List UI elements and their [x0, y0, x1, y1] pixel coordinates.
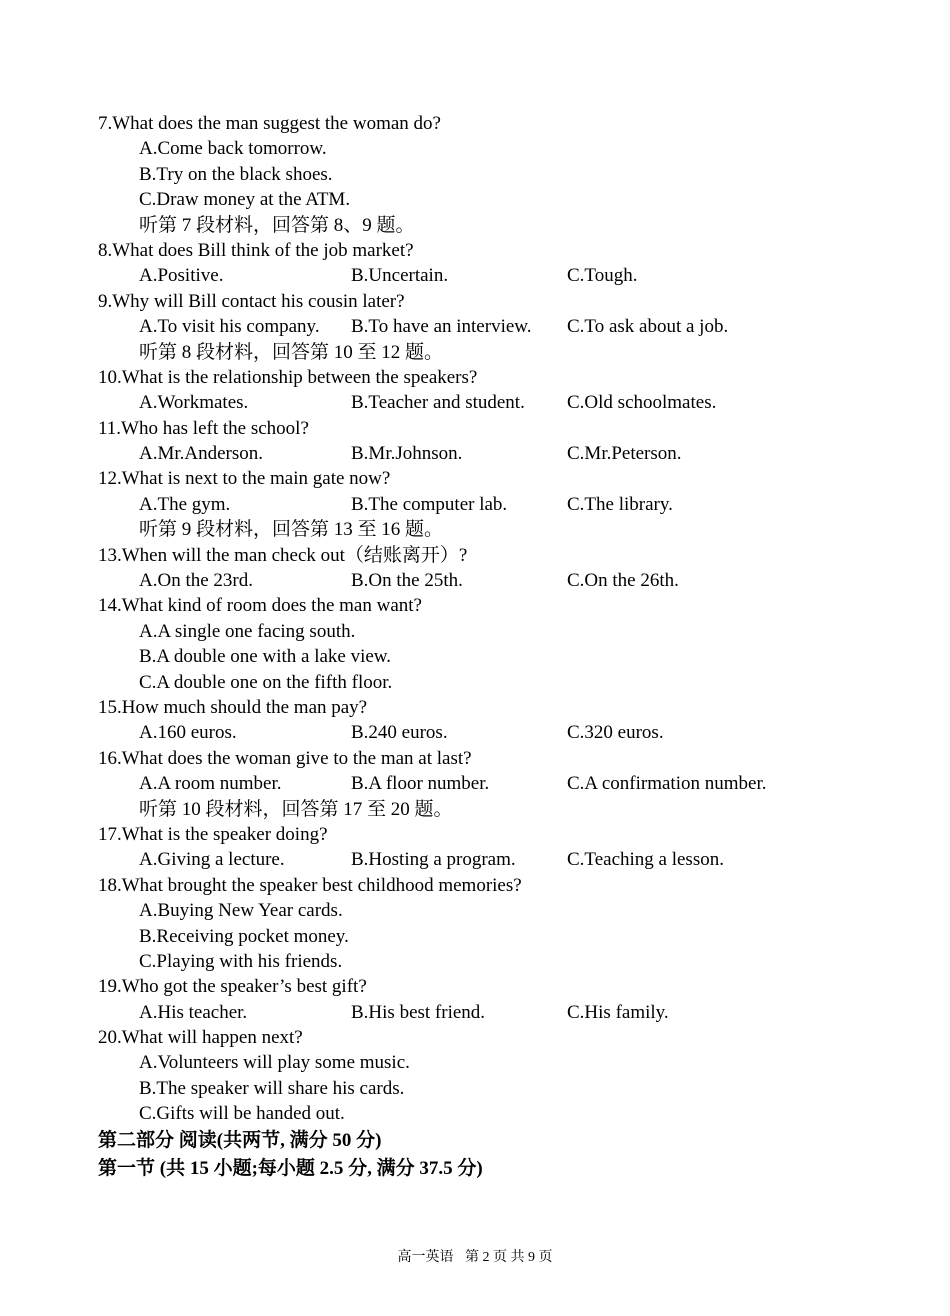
- question: 8.What does Bill think of the job market?: [98, 239, 414, 261]
- option-a: A.160 euros.: [139, 722, 237, 744]
- option-c: C.On the 26th.: [567, 570, 679, 592]
- option-row: [98, 314, 898, 339]
- option-c: C.To ask about a job.: [567, 316, 729, 338]
- option-c: C.A confirmation number.: [567, 773, 767, 795]
- option-row: [98, 568, 898, 593]
- option-row: [98, 263, 898, 288]
- option-a: A.Positive.: [139, 265, 224, 287]
- option-a: A.To visit his company.: [139, 316, 320, 338]
- option: A.A single one facing south.: [139, 620, 356, 642]
- exam-content: [98, 111, 898, 1183]
- option-a: A.Giving a lecture.: [139, 849, 285, 871]
- part-heading: 第二部分 阅读(共两节, 满分 50 分): [98, 1129, 382, 1151]
- question: 12.What is next to the main gate now?: [98, 468, 391, 490]
- question: 16.What does the woman give to the man at last?: [98, 747, 472, 769]
- question: 9.Why will Bill contact his cousin later?: [98, 290, 405, 312]
- option: B.The speaker will share his cards.: [139, 1077, 405, 1099]
- option-a: A.A room number.: [139, 773, 282, 795]
- option: C.A double one on the fifth floor.: [139, 671, 393, 693]
- option-b: B.240 euros.: [351, 722, 448, 744]
- question: 15.How much should the man pay?: [98, 696, 368, 718]
- question: 11.Who has left the school?: [98, 417, 309, 439]
- question: 18.What brought the speaker best childhood memories?: [98, 874, 522, 896]
- footer-page-info: 第 2 页 共 9 页: [465, 1250, 553, 1265]
- option: A.Come back tomorrow.: [139, 138, 327, 160]
- question: 19.Who got the speaker’s best gift?: [98, 976, 367, 998]
- question: 20.What will happen next?: [98, 1027, 303, 1049]
- option-c: C.The library.: [567, 493, 673, 515]
- option: A.Volunteers will play some music.: [139, 1052, 410, 1074]
- question: 13.When will the man check out（结账离开）?: [98, 544, 468, 566]
- option-c: C.His family.: [567, 1001, 669, 1023]
- option-a: A.Mr.Anderson.: [139, 443, 264, 465]
- option-c: C.Old schoolmates.: [567, 392, 717, 414]
- question: 17.What is the speaker doing?: [98, 823, 328, 845]
- option-c: C.Mr.Peterson.: [567, 443, 682, 465]
- option-b: B.On the 25th.: [351, 570, 463, 592]
- option: C.Gifts will be handed out.: [139, 1103, 345, 1125]
- option-a: A.The gym.: [139, 493, 231, 515]
- option: A.Buying New Year cards.: [139, 900, 343, 922]
- option-row: [98, 1000, 898, 1025]
- option-a: A.Workmates.: [139, 392, 249, 414]
- option-row: [98, 847, 898, 872]
- footer-subject: 高一英语: [397, 1250, 454, 1265]
- option-c: C.Teaching a lesson.: [567, 849, 724, 871]
- option: B.Receiving pocket money.: [139, 925, 349, 947]
- option-row: [98, 720, 898, 745]
- option-c: C.320 euros.: [567, 722, 664, 744]
- question: 10.What is the relationship between the speakers?: [98, 366, 478, 388]
- option-row: [98, 390, 898, 415]
- option-b: B.The computer lab.: [351, 493, 508, 515]
- option-b: B.Hosting a program.: [351, 849, 516, 871]
- option: B.A double one with a lake view.: [139, 646, 392, 668]
- option: C.Playing with his friends.: [139, 950, 343, 972]
- section-instruction: 听第 7 段材料，回答第 8、9 题。: [139, 214, 415, 236]
- option-a: A.On the 23rd.: [139, 570, 253, 592]
- option-a: A.His teacher.: [139, 1001, 248, 1023]
- option-b: B.His best friend.: [351, 1001, 486, 1023]
- page-footer: [0, 1246, 950, 1266]
- option-b: B.Mr.Johnson.: [351, 443, 463, 465]
- option-b: B.Teacher and student.: [351, 392, 525, 414]
- option-b: B.Uncertain.: [351, 265, 449, 287]
- option: B.Try on the black shoes.: [139, 163, 333, 185]
- section-instruction: 听第 9 段材料，回答第 13 至 16 题。: [139, 519, 444, 541]
- question: 14.What kind of room does the man want?: [98, 595, 422, 617]
- option-b: B.A floor number.: [351, 773, 490, 795]
- option: C.Draw money at the ATM.: [139, 189, 351, 211]
- section-instruction: 听第 8 段材料，回答第 10 至 12 题。: [139, 341, 444, 363]
- option-row: [98, 771, 898, 796]
- option-c: C.Tough.: [567, 265, 638, 287]
- section-instruction: 听第 10 段材料，回答第 17 至 20 题。: [139, 798, 453, 820]
- question: 7.What does the man suggest the woman do?: [98, 113, 441, 134]
- option-row: [98, 441, 898, 466]
- option-b: B.To have an interview.: [351, 316, 532, 338]
- option-row: [98, 492, 898, 517]
- part-heading: 第一节 (共 15 小题;每小题 2.5 分, 满分 37.5 分): [98, 1157, 483, 1179]
